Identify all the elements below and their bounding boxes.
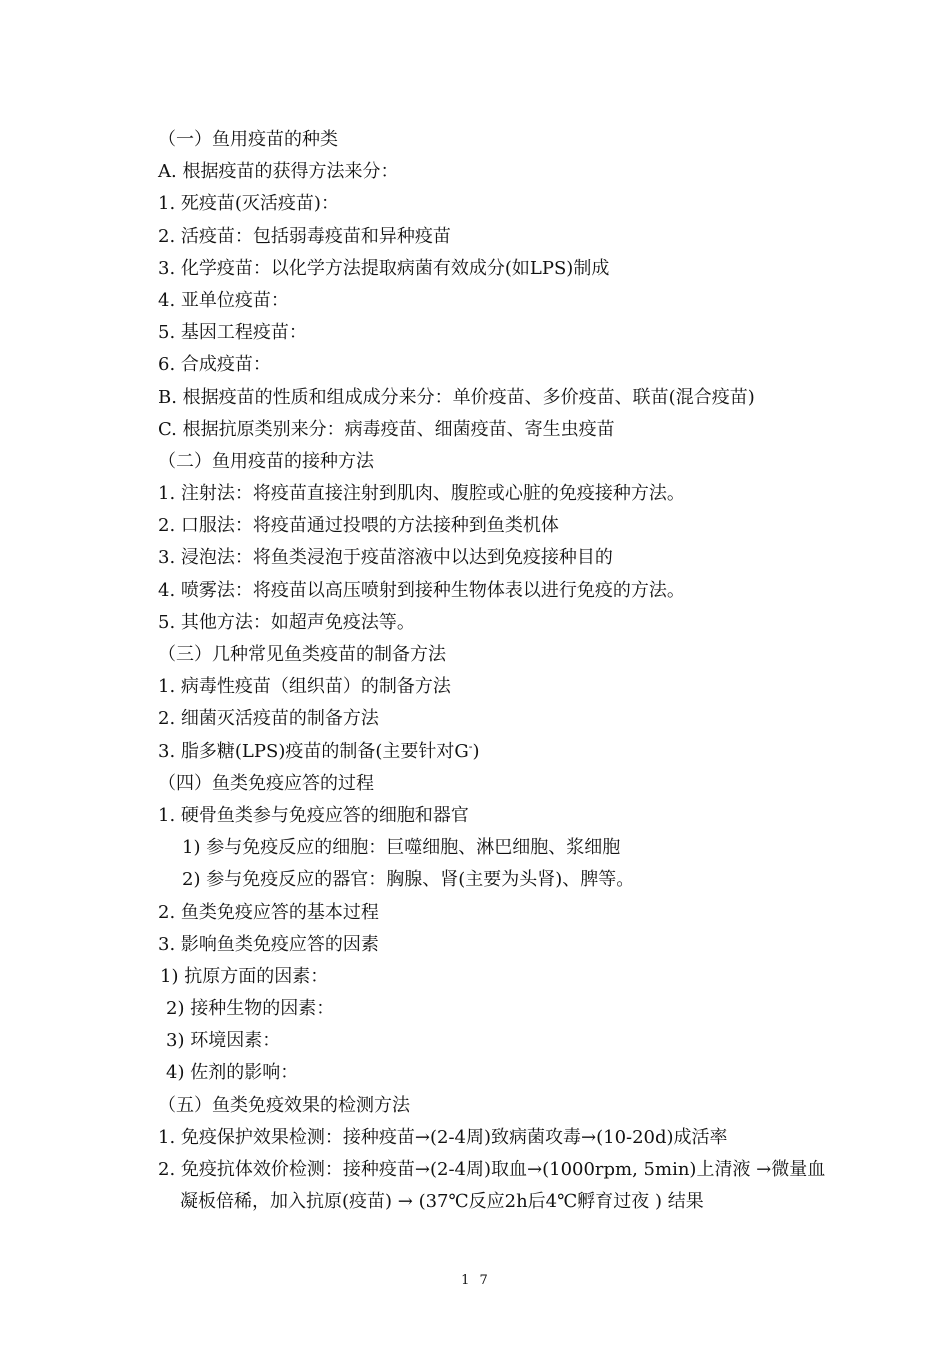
text-line	[158, 639, 858, 671]
line-text: 1. 硬骨鱼类参与免疫应答的细胞和器官	[158, 804, 469, 826]
line-text: 2. 鱼类免疫应答的基本过程	[158, 901, 379, 923]
text-line	[158, 768, 858, 800]
text-line	[158, 864, 858, 896]
text-line	[158, 1090, 858, 1122]
text-line	[158, 285, 858, 317]
line-text: 3. 脂多糖(LPS)疫苗的制备(主要针对G	[158, 740, 469, 762]
text-line	[158, 446, 858, 478]
line-text: （五）鱼类免疫效果的检测方法	[158, 1094, 410, 1116]
superscript: -	[468, 739, 473, 753]
line-text: 6. 合成疫苗：	[158, 354, 271, 376]
text-line	[158, 542, 858, 574]
text-line	[158, 478, 858, 510]
line-text: 1. 死疫苗(灭活疫苗)：	[158, 193, 339, 215]
line-text: B. 根据疫苗的性质和组成成分来分：单价疫苗、多价疫苗、联苗(混合疫苗)	[158, 386, 755, 408]
text-line	[158, 124, 858, 156]
line-text: 2) 参与免疫反应的器官：胸腺、肾(主要为头肾)、脾等。	[182, 869, 635, 891]
text-line	[158, 382, 858, 414]
line-text: 1) 抗原方面的因素：	[160, 965, 329, 987]
line-text: 2. 免疫抗体效价检测：接种疫苗→(2-4周)取血→(1000rpm, 5min)上清液 →微量血	[158, 1159, 826, 1180]
line-text: 2) 接种生物的因素：	[166, 998, 335, 1020]
line-text: （四）鱼类免疫应答的过程	[158, 772, 374, 794]
text-line	[158, 800, 858, 832]
text-line	[158, 188, 858, 220]
line-text: 5. 基因工程疫苗：	[158, 322, 307, 344]
text-line	[158, 897, 858, 929]
text-line	[158, 671, 858, 703]
text-line	[158, 510, 858, 542]
text-line	[158, 1154, 858, 1186]
text-line	[158, 1025, 858, 1057]
document-body	[158, 124, 858, 1218]
line-text: 1. 病毒性疫苗（组织苗）的制备方法	[158, 676, 451, 698]
line-text: 2. 细菌灭活疫苗的制备方法	[158, 708, 379, 730]
text-line	[158, 607, 858, 639]
line-text: 4) 佐剂的影响：	[166, 1062, 299, 1084]
text-line	[158, 1122, 858, 1154]
text-line	[158, 349, 858, 381]
line-text-tail: )	[472, 740, 480, 762]
line-text: （一）鱼用疫苗的种类	[158, 129, 338, 150]
line-text: 3. 浸泡法：将鱼类浸泡于疫苗溶液中以达到免疫接种目的	[158, 547, 613, 569]
line-text: C. 根据抗原类别来分：病毒疫苗、细菌疫苗、寄生虫疫苗	[158, 418, 615, 440]
text-line	[158, 703, 858, 735]
text-line	[158, 156, 858, 188]
line-text: 2. 口服法：将疫苗通过投喂的方法接种到鱼类机体	[158, 515, 559, 537]
line-text: A. 根据疫苗的获得方法来分：	[158, 161, 399, 183]
text-line	[158, 221, 858, 253]
line-text: 2. 活疫苗：包括弱毒疫苗和异种疫苗	[158, 225, 451, 247]
text-line	[158, 414, 858, 446]
text-line	[158, 832, 858, 864]
line-text: （三）几种常见鱼类疫苗的制备方法	[158, 644, 446, 665]
line-text: 5. 其他方法：如超声免疫法等。	[158, 611, 415, 633]
line-text: 1) 参与免疫反应的细胞：巨噬细胞、淋巴细胞、浆细胞	[182, 837, 621, 859]
line-text: 4. 喷雾法：将疫苗以高压喷射到接种生物体表以进行免疫的方法。	[158, 579, 685, 601]
line-text: 1. 注射法：将疫苗直接注射到肌肉、腹腔或心脏的免疫接种方法。	[158, 483, 685, 505]
text-line	[158, 993, 858, 1025]
line-text: 4. 亚单位疫苗：	[158, 289, 289, 311]
text-line	[158, 929, 858, 961]
text-line	[158, 1057, 858, 1089]
line-text: 凝板倍稀，加入抗原(疫苗) → (37℃反应2h后4℃孵育过夜 ) 结果	[180, 1191, 704, 1213]
page-number: 1 7	[461, 1273, 491, 1288]
text-line	[158, 253, 858, 285]
text-line	[158, 961, 858, 993]
line-text: 3. 影响鱼类免疫应答的因素	[158, 933, 379, 955]
line-text: 1. 免疫保护效果检测：接种疫苗→(2-4周)致病菌攻毒→(10-20d)成活率	[158, 1126, 728, 1148]
line-text: （二）鱼用疫苗的接种方法	[158, 450, 374, 472]
text-line	[158, 736, 858, 768]
text-line	[158, 575, 858, 607]
line-text: 3. 化学疫苗：以化学方法提取病菌有效成分(如LPS)制成	[158, 257, 610, 279]
text-line	[158, 317, 858, 349]
text-line	[158, 1186, 858, 1218]
line-text: 3) 环境因素：	[166, 1030, 281, 1052]
